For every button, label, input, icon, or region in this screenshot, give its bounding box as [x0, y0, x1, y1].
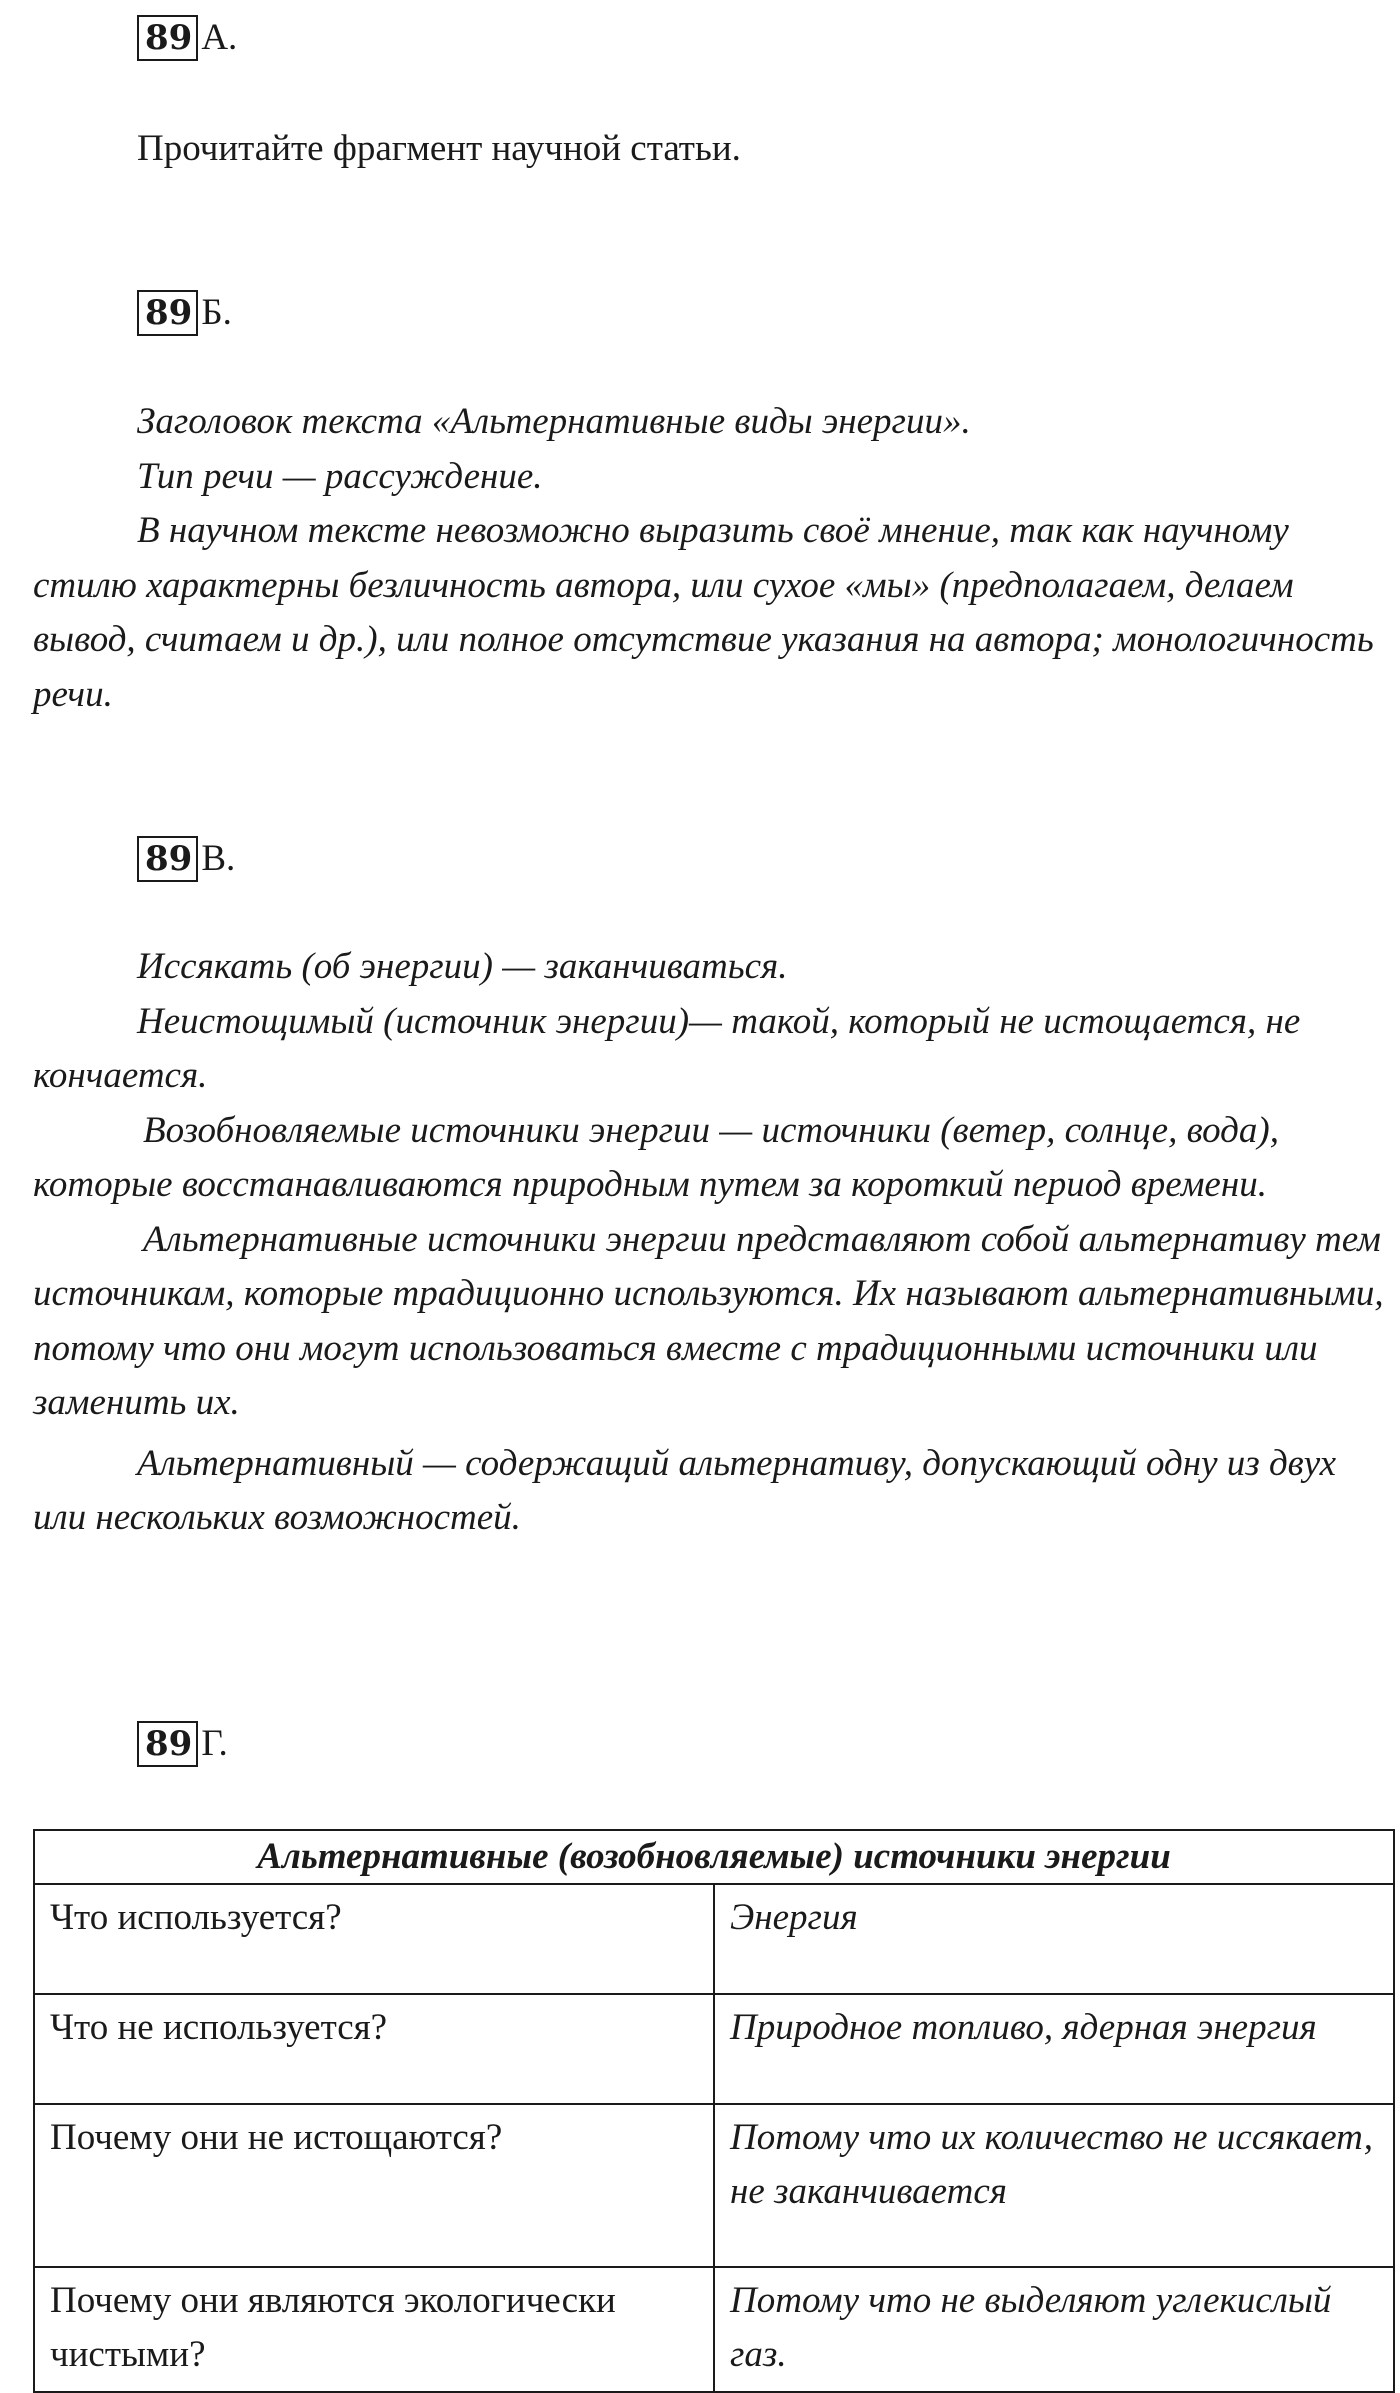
- table-question-cell: Что используется?: [34, 1884, 714, 1994]
- table-answer-cell: Потому что их количество не иссякает, не заканчивается: [714, 2104, 1394, 2267]
- task-number-box: 89: [137, 15, 198, 61]
- table-row: [34, 2104, 1394, 2267]
- table-title: Альтернативные (возобновляемые) источники энергии: [34, 1830, 1394, 1884]
- answer-paragraph: В научном тексте невозможно выразить своё мнение, так как научному стилю характерны безличность автора, или сухое «мы» (предполагаем, делаем вывод, считаем и др.), или полное отсутствие указания на автора; монологичность речи.: [33, 510, 1374, 715]
- task-label-89g: [137, 1721, 228, 1767]
- table-answer-cell: Природное топливо, ядерная энергия: [714, 1994, 1394, 2104]
- table-header-row: [34, 1830, 1394, 1884]
- answer-paragraph: Тип речи — рассуждение.: [137, 455, 543, 497]
- task-label-89a: [137, 15, 237, 61]
- table-answer-cell: Энергия: [714, 1884, 1394, 1994]
- table-question-cell: Почему они являются экологически чистыми?: [34, 2267, 714, 2392]
- answer-paragraph: Неистощимый (источник энергии)— такой, который не истощается, не кончается.: [33, 1000, 1301, 1096]
- answer-paragraph: Заголовок текста «Альтернативные виды энергии».: [137, 401, 971, 442]
- table-row: [34, 2267, 1394, 2392]
- task-label-89b: [137, 290, 232, 336]
- task-letter: В.: [201, 838, 236, 879]
- task-89v-answer: [33, 940, 1393, 1546]
- answer-paragraph: Иссякать (об энергии) — заканчиваться.: [137, 946, 788, 987]
- answer-paragraph: Альтернативный — содержащий альтернативу, допускающий одну из двух или нескольких возможностей.: [33, 1442, 1337, 1538]
- energy-sources-table: [33, 1829, 1395, 2393]
- task-label-89v: [137, 836, 235, 882]
- table-row: [34, 1994, 1394, 2104]
- table-question-cell: Что не используется?: [34, 1994, 714, 2104]
- task-number-box: 89: [137, 290, 198, 336]
- table-row: [34, 1884, 1394, 1994]
- answer-paragraph: Возобновляемые источники энергии — источники (ветер, солнце, вода), которые восстанавливаются природным путем за короткий период времени.: [33, 1109, 1279, 1205]
- table-question-cell: Почему они не истощаются?: [34, 2104, 714, 2267]
- task-letter: А.: [201, 17, 238, 58]
- task-letter: Б.: [201, 292, 232, 333]
- task-number-box: 89: [137, 1721, 198, 1767]
- task-89b-answer: [33, 395, 1393, 722]
- task-89a-instruction: Прочитайте фрагмент научной статьи.: [137, 128, 741, 169]
- answer-paragraph: Альтернативные источники энергии представляют собой альтернативу тем источникам, которые традиционно используются. Их называют альтернативными, потому что они могут использоваться вместе с традиционными источники или заменить их.: [33, 1218, 1384, 1423]
- task-letter: Г.: [201, 1723, 228, 1764]
- table-answer-cell: Потому что не выделяют углекислый газ.: [714, 2267, 1394, 2392]
- task-number-box: 89: [137, 836, 198, 882]
